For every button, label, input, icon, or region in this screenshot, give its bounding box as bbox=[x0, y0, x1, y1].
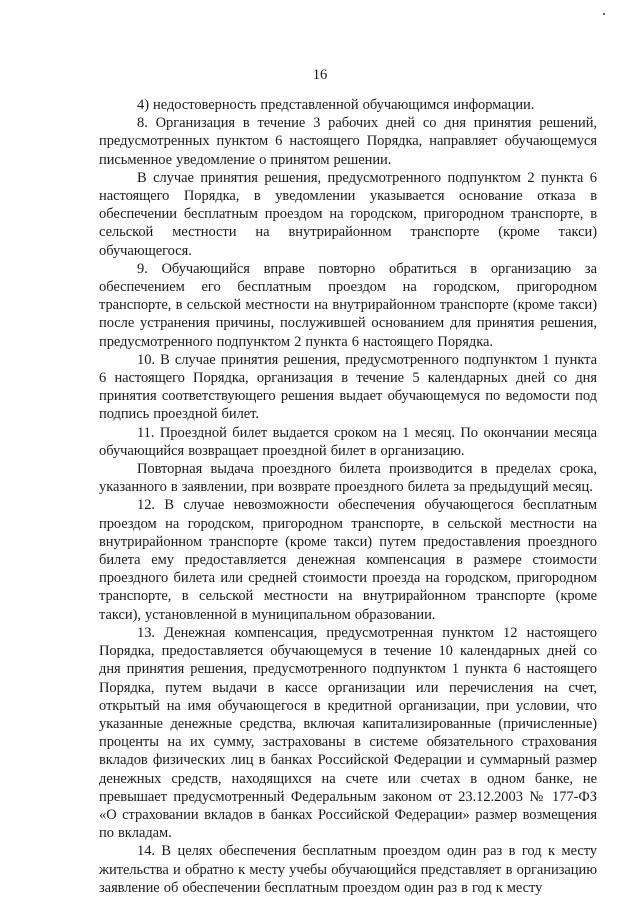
paragraph-9: 9. Обучающийся вправе повторно обратиться в организацию за обеспечением его бесплатным проездом на городском, пригородном транспорте, в сельской местности на внутрирайонном транспорте (кроме такси) после устранения причины, послужившей основанием для принятия решения, предусмотренного подпунктом 2 пункта 6 настоящего Порядка. bbox=[99, 260, 597, 350]
paragraph-10: 10. В случае принятия решения, предусмотренного подпунктом 1 пункта 6 настоящего Порядка, организация в течение 5 календарных дней со дня принятия соответствующего решения выдает обучающемуся по ведомости под подпись проездной билет. bbox=[99, 351, 597, 423]
paragraph-8-refusal: В случае принятия решения, предусмотренного подпунктом 2 пункта 6 настоящего Порядка, в уведомлении указывается основание отказа в обеспечении бесплатным проездом на городском, пригородном транспорте, в сельской местности на внутрирайонном транспорте (кроме такси) обучающегося. bbox=[99, 169, 597, 259]
document-body bbox=[99, 96, 597, 897]
paragraph-14: 14. В целях обеспечения бесплатным проездом один раз в год к месту жительства и обратно к месту учебы обучающийся представляет в организацию заявление об обеспечении бесплатным проездом один раз в год к месту bbox=[99, 843, 597, 896]
paragraph-12: 12. В случае невозможности обеспечения обучающегося бесплатным проездом на городском, пригородном транспорте, в сельской местности на внутрирайонном транспорте (кроме такси) путем предоставления проездного билета ему предоставляется денежная компенсация в размере стоимости проездного билета или средней стоимости проезда на городском, пригородном транспорте, в сельской местности на внутрирайонном транспорте (кроме такси), установленной в муниципальном образовании. bbox=[99, 497, 597, 623]
paragraph-8: 8. Организация в течение 3 рабочих дней со дня принятия решений, предусмотренных пунктом 6 настоящего Порядка, направляет обучающемуся письменное уведомление о принятом решении. bbox=[99, 115, 597, 168]
paragraph-item-4: 4) недостоверность представленной обучающимся информации. bbox=[137, 97, 535, 113]
page-number: 16 bbox=[312, 67, 328, 83]
scan-artifact-dot bbox=[603, 13, 605, 15]
paragraph-13: 13. Денежная компенсация, предусмотренная пунктом 12 настоящего Порядка, предоставляется обучающемуся в течение 10 календарных дней со дня принятия решения, предусмотренного подпунктом 1 пункта 6 настоящего Порядка, путем выдачи в кассе организации или перечисления на счет, открытый на имя обучающегося в кредитной организации, при условии, что указанные денежные средства, включая капитализированные (причисленные) проценты на их сумму, застрахованы в системе обязательного страхования вкладов физических лиц в банках Российской Федерации и суммарный размер денежных средств, находящихся на счете или счетах в одном банке, не превышает предусмотренный Федеральным законом от 23.12.2003 № 177-ФЗ «О страховании вкладов в банках Российской Федерации» размер возмещения по вкладам. bbox=[99, 624, 597, 842]
paragraph-11: 11. Проездной билет выдается сроком на 1 месяц. По окончании месяца обучающийся возвращает проездной билет в организацию. bbox=[99, 424, 597, 459]
paragraph-11-reissue: Повторная выдача проездного билета производится в пределах срока, указанного в заявлении, при возврате проездного билета за предыдущий месяц. bbox=[99, 461, 597, 496]
